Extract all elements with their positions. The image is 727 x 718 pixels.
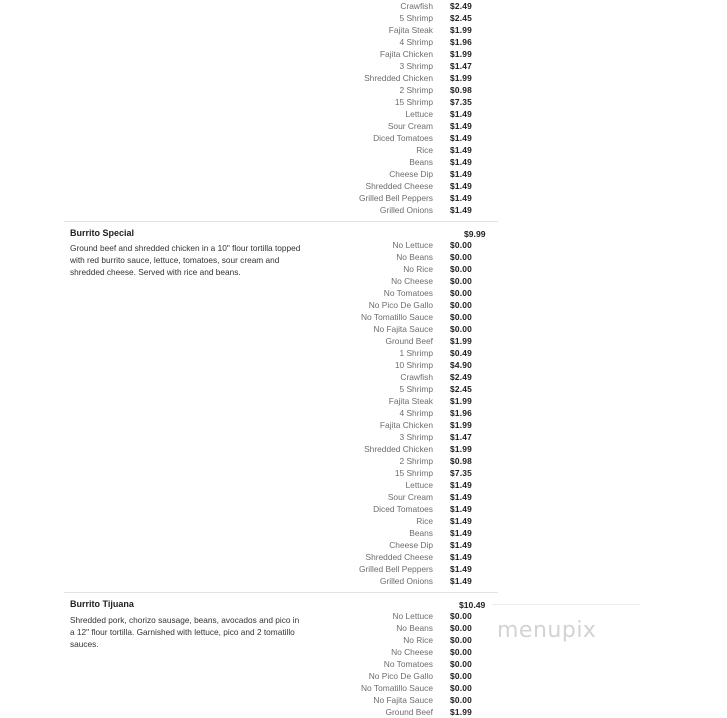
- option-price: $1.49: [450, 181, 472, 191]
- option-name: Cheese Dip: [389, 169, 433, 179]
- option-row: [330, 646, 490, 658]
- option-price: $0.00: [450, 288, 472, 298]
- option-row: [330, 431, 490, 443]
- option-name: No Fajita Sauce: [373, 695, 433, 705]
- option-price: $0.98: [450, 85, 472, 95]
- option-row: [330, 335, 490, 347]
- option-price: $0.00: [450, 623, 472, 633]
- option-name: No Lettuce: [392, 611, 433, 621]
- option-row: [330, 36, 490, 48]
- option-name: Rice: [416, 145, 433, 155]
- option-row: [330, 347, 490, 359]
- option-price: $0.98: [450, 456, 472, 466]
- option-row: [330, 168, 490, 180]
- option-price: $1.49: [450, 492, 472, 502]
- option-name: Grilled Bell Peppers: [358, 564, 433, 574]
- option-name: No Cheese: [391, 647, 433, 657]
- section-divider: [64, 221, 498, 222]
- option-row: [330, 610, 490, 622]
- option-row: [330, 180, 490, 192]
- option-row: [330, 84, 490, 96]
- option-name: Shredded Chicken: [364, 444, 433, 454]
- option-price: $1.99: [450, 444, 472, 454]
- option-row: [330, 539, 490, 551]
- option-price: $0.00: [450, 324, 472, 334]
- option-price: $1.96: [450, 37, 472, 47]
- option-name: Shredded Cheese: [365, 552, 433, 562]
- option-price: $1.49: [450, 157, 472, 167]
- option-price: $1.99: [450, 707, 472, 717]
- option-row: [330, 72, 490, 84]
- option-row: [330, 251, 490, 263]
- option-name: 2 Shrimp: [399, 85, 433, 95]
- option-name: No Beans: [396, 252, 433, 262]
- option-row: [330, 204, 490, 216]
- option-row: [330, 419, 490, 431]
- option-row: [330, 275, 490, 287]
- option-row: [330, 706, 490, 718]
- option-row: [330, 395, 490, 407]
- option-name: No Tomatillo Sauce: [361, 683, 433, 693]
- option-row: [330, 443, 490, 455]
- option-price: $1.99: [450, 336, 472, 346]
- option-price: $0.00: [450, 695, 472, 705]
- option-name: Lettuce: [405, 109, 433, 119]
- option-price: $1.49: [450, 480, 472, 490]
- option-name: No Fajita Sauce: [373, 324, 433, 334]
- option-price: $1.96: [450, 408, 472, 418]
- option-name: Crawfish: [400, 1, 433, 11]
- option-name: Shredded Chicken: [364, 73, 433, 83]
- option-price: $0.00: [450, 276, 472, 286]
- option-row: [330, 383, 490, 395]
- option-name: 4 Shrimp: [399, 37, 433, 47]
- option-row: [330, 96, 490, 108]
- option-price: $2.49: [450, 1, 472, 11]
- option-name: 2 Shrimp: [399, 456, 433, 466]
- option-name: No Rice: [403, 264, 433, 274]
- option-price: $1.49: [450, 528, 472, 538]
- option-price: $1.99: [450, 25, 472, 35]
- top-options-list: [330, 0, 490, 216]
- option-name: 3 Shrimp: [399, 61, 433, 71]
- option-name: Fajita Steak: [388, 25, 433, 35]
- option-row: [330, 12, 490, 24]
- option-name: 5 Shrimp: [399, 384, 433, 394]
- option-name: Sour Cream: [387, 492, 433, 502]
- item-price-burrito-special: $9.99: [464, 229, 486, 239]
- option-row: [330, 359, 490, 371]
- option-price: $0.00: [450, 312, 472, 322]
- option-name: No Tomatoes: [383, 659, 433, 669]
- option-row: [330, 658, 490, 670]
- option-name: Fajita Chicken: [379, 420, 433, 430]
- option-price: $1.49: [450, 169, 472, 179]
- option-name: 10 Shrimp: [394, 360, 433, 370]
- option-row: [330, 239, 490, 251]
- option-price: $7.35: [450, 468, 472, 478]
- option-name: No Pico De Gallo: [368, 671, 433, 681]
- option-row: [330, 323, 490, 335]
- option-price: $1.49: [450, 145, 472, 155]
- option-price: $1.99: [450, 396, 472, 406]
- option-name: 5 Shrimp: [399, 13, 433, 23]
- option-price: $1.49: [450, 504, 472, 514]
- option-price: $0.00: [450, 252, 472, 262]
- option-name: Grilled Onions: [379, 205, 433, 215]
- option-name: Shredded Cheese: [365, 181, 433, 191]
- option-name: Fajita Chicken: [379, 49, 433, 59]
- option-row: [330, 622, 490, 634]
- option-price: $1.49: [450, 133, 472, 143]
- option-row: [330, 0, 490, 12]
- option-price: $1.49: [450, 121, 472, 131]
- option-row: [330, 311, 490, 323]
- burrito-tijuana-options-list: [330, 610, 490, 718]
- option-row: [330, 491, 490, 503]
- option-row: [330, 670, 490, 682]
- option-row: [330, 479, 490, 491]
- option-row: [330, 371, 490, 383]
- option-price: $2.45: [450, 384, 472, 394]
- option-name: Diced Tomatoes: [373, 133, 433, 143]
- option-name: Rice: [416, 516, 433, 526]
- option-price: $2.49: [450, 372, 472, 382]
- option-name: Ground Beef: [385, 707, 433, 717]
- option-name: Sour Cream: [387, 121, 433, 131]
- option-price: $1.47: [450, 432, 472, 442]
- option-name: Crawfish: [400, 372, 433, 382]
- option-price: $0.00: [450, 611, 472, 621]
- option-row: [330, 407, 490, 419]
- option-name: No Rice: [403, 635, 433, 645]
- option-row: [330, 527, 490, 539]
- option-name: Ground Beef: [385, 336, 433, 346]
- item-description-burrito-special: Ground beef and shredded chicken in a 10" flour tortilla topped with red burrito sauce, lettuce, tomatoes, sour cream and shredded cheese. Served with rice and beans.: [70, 243, 301, 277]
- option-name: 15 Shrimp: [394, 97, 433, 107]
- option-row: [330, 299, 490, 311]
- option-price: $0.00: [450, 300, 472, 310]
- section-divider: [64, 592, 498, 593]
- option-row: [330, 132, 490, 144]
- option-row: [330, 156, 490, 168]
- menupix-watermark: menupix: [497, 618, 597, 643]
- option-row: [330, 108, 490, 120]
- option-price: $0.49: [450, 348, 472, 358]
- option-price: $0.00: [450, 647, 472, 657]
- burrito-special-options-list: [330, 239, 490, 587]
- option-price: $1.47: [450, 61, 472, 71]
- option-price: $0.00: [450, 240, 472, 250]
- option-row: [330, 467, 490, 479]
- option-name: Grilled Bell Peppers: [358, 193, 433, 203]
- option-row: [330, 144, 490, 156]
- option-row: [330, 120, 490, 132]
- item-title-burrito-tijuana: Burrito Tijuana: [70, 599, 134, 609]
- option-name: No Beans: [396, 623, 433, 633]
- option-price: $1.49: [450, 193, 472, 203]
- option-name: Beans: [409, 528, 433, 538]
- option-row: [330, 515, 490, 527]
- option-price: $1.49: [450, 109, 472, 119]
- option-price: $0.00: [450, 264, 472, 274]
- watermark-line: [492, 604, 640, 605]
- option-price: $0.00: [450, 659, 472, 669]
- option-name: No Tomatoes: [383, 288, 433, 298]
- option-price: $4.90: [450, 360, 472, 370]
- option-name: Diced Tomatoes: [373, 504, 433, 514]
- option-name: 15 Shrimp: [394, 468, 433, 478]
- option-price: $1.49: [450, 516, 472, 526]
- option-price: $1.99: [450, 49, 472, 59]
- option-name: Cheese Dip: [389, 540, 433, 550]
- option-price: $1.99: [450, 73, 472, 83]
- option-name: Grilled Onions: [379, 576, 433, 586]
- option-price: $1.49: [450, 205, 472, 215]
- option-row: [330, 192, 490, 204]
- option-name: No Cheese: [391, 276, 433, 286]
- option-row: [330, 60, 490, 72]
- option-row: [330, 634, 490, 646]
- item-description-burrito-tijuana: Shredded pork, chorizo sausage, beans, avocados and pico in a 12" flour tortilla. Garnished with lettuce, pico and 2 tomatillo sauces.: [70, 615, 300, 649]
- option-name: No Lettuce: [392, 240, 433, 250]
- option-row: [330, 682, 490, 694]
- option-name: No Tomatillo Sauce: [361, 312, 433, 322]
- option-price: $1.49: [450, 552, 472, 562]
- option-name: Lettuce: [405, 480, 433, 490]
- option-name: Beans: [409, 157, 433, 167]
- option-price: $2.45: [450, 13, 472, 23]
- option-price: $1.99: [450, 420, 472, 430]
- option-price: $0.00: [450, 683, 472, 693]
- option-name: Fajita Steak: [388, 396, 433, 406]
- item-price-burrito-tijuana: $10.49: [459, 600, 486, 610]
- option-name: 4 Shrimp: [399, 408, 433, 418]
- option-row: [330, 563, 490, 575]
- option-price: $0.00: [450, 635, 472, 645]
- option-row: [330, 503, 490, 515]
- option-name: No Pico De Gallo: [368, 300, 433, 310]
- option-price: $1.49: [450, 564, 472, 574]
- option-price: $1.49: [450, 540, 472, 550]
- option-price: $1.49: [450, 576, 472, 586]
- option-row: [330, 24, 490, 36]
- option-row: [330, 263, 490, 275]
- option-price: $0.00: [450, 671, 472, 681]
- option-row: [330, 48, 490, 60]
- option-name: 3 Shrimp: [399, 432, 433, 442]
- option-name: 1 Shrimp: [399, 348, 433, 358]
- option-price: $7.35: [450, 97, 472, 107]
- option-row: [330, 455, 490, 467]
- option-row: [330, 694, 490, 706]
- option-row: [330, 551, 490, 563]
- item-title-burrito-special: Burrito Special: [70, 228, 135, 238]
- option-row: [330, 575, 490, 587]
- option-row: [330, 287, 490, 299]
